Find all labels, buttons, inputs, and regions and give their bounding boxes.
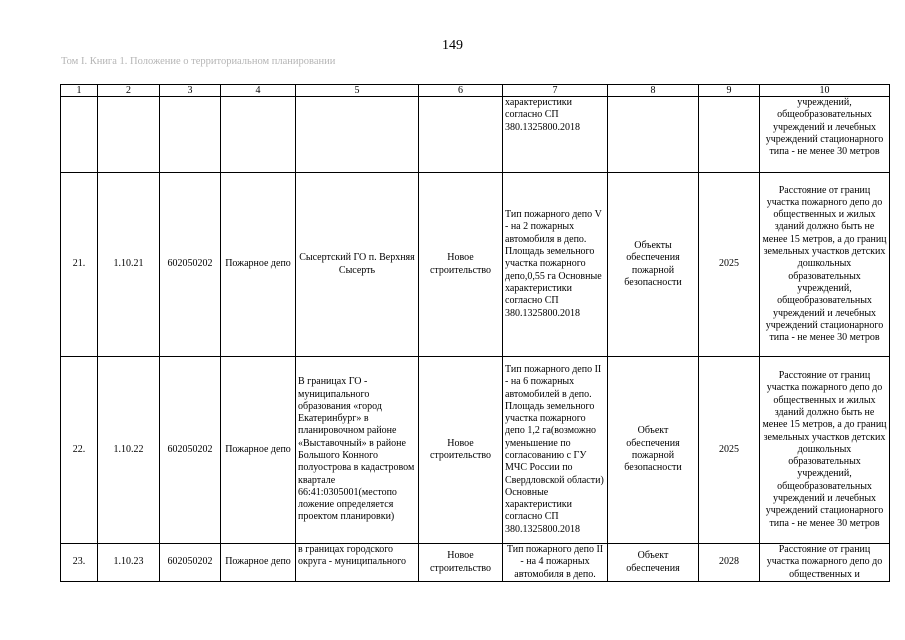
- column-number: 2: [98, 85, 160, 97]
- protection-zone: Расстояние от границ участка пожарного депо до общественных и: [760, 544, 890, 582]
- table-row: [61, 173, 890, 357]
- column-number: 7: [503, 85, 608, 97]
- page-number: 149: [442, 38, 463, 53]
- object-code: [98, 97, 160, 173]
- objects-table: [60, 84, 890, 582]
- oktmo-code: 602050202: [160, 357, 221, 544]
- table-row: [61, 544, 890, 582]
- row-number: 22.: [61, 357, 98, 544]
- column-number: 5: [296, 85, 419, 97]
- column-number: 6: [419, 85, 503, 97]
- table-row: [61, 97, 890, 173]
- column-number: 1: [61, 85, 98, 97]
- row-number: 21.: [61, 173, 98, 357]
- oktmo-code: 602050202: [160, 544, 221, 582]
- oktmo-code: [160, 97, 221, 173]
- completion-year: 2025: [699, 357, 760, 544]
- construction-status: [419, 97, 503, 173]
- object-name: Пожарное депо: [221, 173, 296, 357]
- object-location: [296, 97, 419, 173]
- object-characteristics: Тип пожарного депо II - на 6 пожарных автомобилей в депо. Площадь земельного участка пожарного депо 1,2 га(возможно уменьшение по согласованию с ГУ МЧС России по Свердловской области) Основные характеристики согласно СП 380.1325800.2018: [503, 357, 608, 544]
- table-row: [61, 357, 890, 544]
- protection-zone: Расстояние от границ участка пожарного депо до общественных и жилых зданий должно быть не менее 15 метров, а до границ земельных участков детских дошкольных образовательных учреждений, общеобразовательных учреждений и лечебных учреждений стационарного типа - не менее 30 метров: [760, 173, 890, 357]
- object-purpose: [608, 97, 699, 173]
- column-number: 10: [760, 85, 890, 97]
- object-location: в границах городского округа - муниципального: [296, 544, 419, 582]
- construction-status: Новое строительство: [419, 357, 503, 544]
- construction-status: Новое строительство: [419, 544, 503, 582]
- object-purpose: Объекты обеспечения пожарной безопасности: [608, 173, 699, 357]
- construction-status: Новое строительство: [419, 173, 503, 357]
- object-purpose: Объект обеспечения пожарной безопасности: [608, 357, 699, 544]
- object-characteristics: характеристики согласно СП 380.1325800.2018: [503, 97, 608, 173]
- row-number: [61, 97, 98, 173]
- oktmo-code: 602050202: [160, 173, 221, 357]
- object-characteristics: Тип пожарного депо V - на 2 пожарных автомобиля в депо. Площадь земельного участка пожарного депо,0,55 га Основные характеристики согласно СП 380.1325800.2018: [503, 173, 608, 357]
- completion-year: 2028: [699, 544, 760, 582]
- protection-zone: учреждений, общеобразовательных учреждений и лечебных учреждений стационарного типа - не менее 30 метров: [760, 97, 890, 173]
- object-name: Пожарное депо: [221, 544, 296, 582]
- object-name: [221, 97, 296, 173]
- column-number: 8: [608, 85, 699, 97]
- object-code: 1.10.23: [98, 544, 160, 582]
- completion-year: [699, 97, 760, 173]
- object-location: В границах ГО - муниципального образования «город Екатеринбург» в планировочном районе «Выставочный» в районе Большого Конного полуострова в кадастровом квартале 66:41:0305001(местопо ложение определяется проектом планировки): [296, 357, 419, 544]
- protection-zone: Расстояние от границ участка пожарного депо до общественных и жилых зданий должно быть не менее 15 метров, а до границ земельных участков детских дошкольных образовательных учреждений, общеобразовательных учреждений и лечебных учреждений стационарного типа - не менее 30 метров: [760, 357, 890, 544]
- object-name: Пожарное депо: [221, 357, 296, 544]
- object-purpose: Объект обеспечения: [608, 544, 699, 582]
- object-code: 1.10.22: [98, 357, 160, 544]
- object-code: 1.10.21: [98, 173, 160, 357]
- row-number: 23.: [61, 544, 98, 582]
- column-number: 9: [699, 85, 760, 97]
- running-header: Том I. Книга 1. Положение о территориальном планировании: [61, 56, 336, 67]
- object-location: Сысертский ГО п. Верхняя Сысерть: [296, 173, 419, 357]
- column-number-row: [61, 85, 890, 97]
- column-number: 3: [160, 85, 221, 97]
- column-number: 4: [221, 85, 296, 97]
- object-characteristics: Тип пожарного депо II - на 4 пожарных автомобиля в депо.: [503, 544, 608, 582]
- completion-year: 2025: [699, 173, 760, 357]
